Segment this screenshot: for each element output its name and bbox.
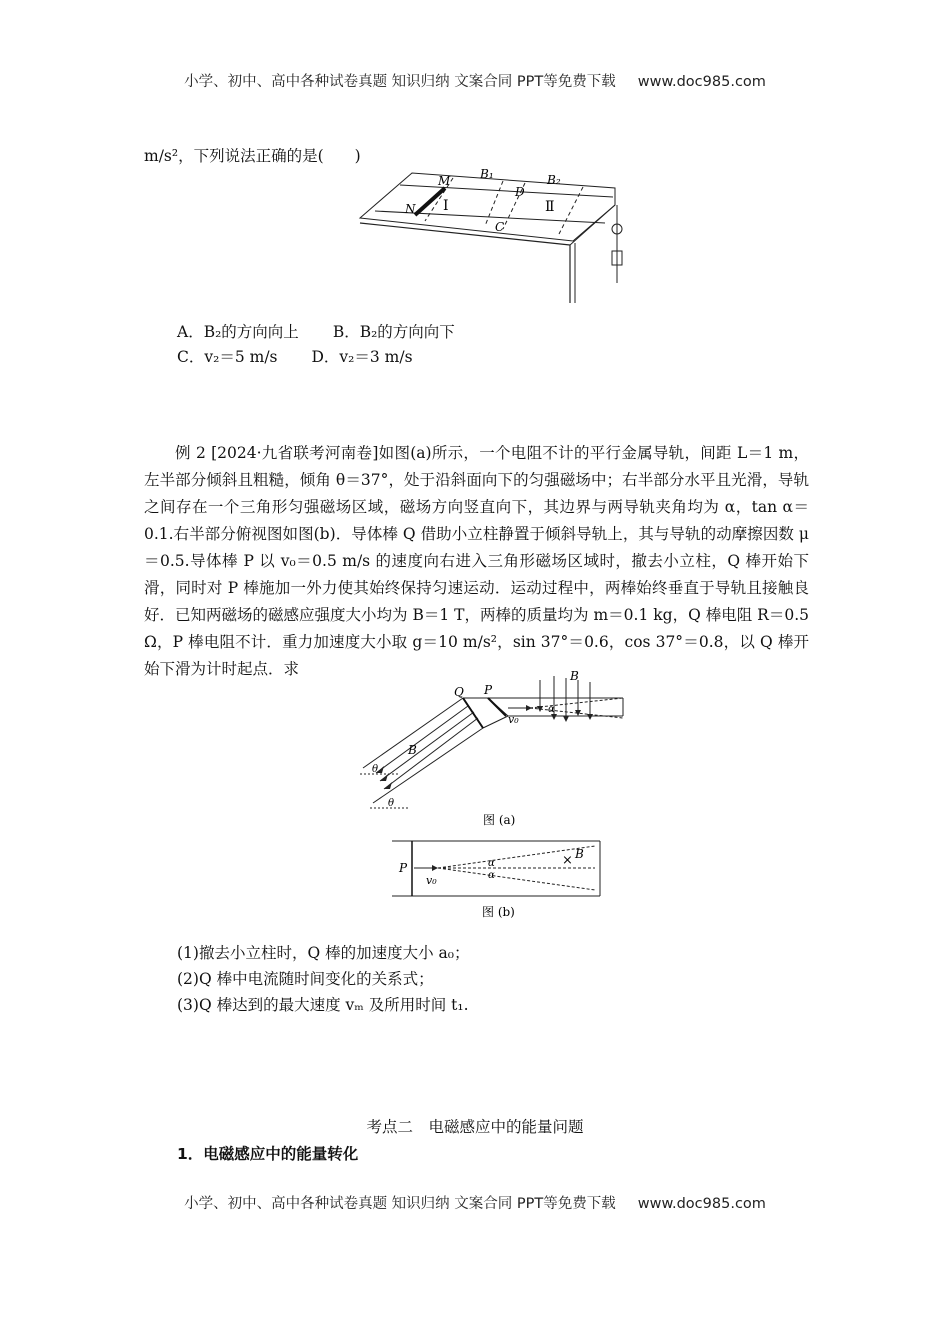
label-B: B	[575, 847, 584, 861]
section-title: 考点二 电磁感应中的能量问题	[366, 1118, 584, 1136]
page-header	[0, 70, 950, 91]
options-row-2	[177, 345, 413, 369]
cross-mark: ×	[562, 853, 573, 868]
label-B2: B₂	[547, 173, 561, 187]
figure-b	[390, 838, 605, 923]
label-alpha-2: α	[488, 870, 495, 881]
label-region-I: Ⅰ	[443, 198, 449, 214]
label-v0: v₀	[508, 713, 519, 726]
label-P: P	[484, 683, 493, 697]
label-B1: B₁	[480, 167, 494, 181]
label-Q: Q	[454, 685, 464, 699]
label-alpha: α	[548, 704, 555, 715]
figure-a	[358, 668, 648, 828]
figure-rails-table	[355, 163, 630, 308]
intro-line: m/s²，下列说法正确的是( )	[144, 147, 361, 165]
label-B-incline: B	[408, 743, 417, 757]
label-D: D	[515, 185, 525, 199]
subsection-title: 1．电磁感应中的能量转化	[177, 1145, 359, 1163]
label-M: M	[438, 174, 451, 188]
header-site: www.doc985.com	[637, 74, 766, 90]
label-v0: v₀	[426, 874, 437, 887]
question-3: (3)Q 棒达到的最大速度 vₘ 及所用时间 t₁.	[177, 996, 469, 1014]
footer-text: 小学、初中、高中各种试卷真题 知识归纳 文案合同 PPT等免费下载	[184, 1196, 616, 1212]
label-theta-2: θ	[388, 798, 395, 809]
example-paragraph: 例 2 [2024·九省联考河南卷]如图(a)所示，一个电阻不计的平行金属导轨，间距 L＝1 m，左半部分倾斜且粗糙，倾角 θ＝37°，处于沿斜面向下的匀强磁场中；右半部分水平且光滑，导轨之间存在一个三角形匀强磁场区域，磁场方向竖直向下，其边界与两导轨夹角均为 α，tan α＝0.1.右半部分俯视图如图(b)．导体棒 Q 借助小立柱静置于倾斜导轨上，其与导轨的动摩擦因数 μ＝0.5.导体棒 P 以 v₀＝0.5 m/s 的速度向右进入三角形磁场区域时，撤去小立柱，Q 棒开始下滑，同时对 P 棒施加一外力使其始终保持匀速运动．运动过程中，两棒始终垂直于导轨且接触良好．已知两磁场的磁感应强度大小均为 B＝1 T，两棒的质量均为 m＝0.1 kg，Q 棒电阻 R＝0.5 Ω，P 棒电阻不计．重力加速度大小取 g＝10 m/s²，sin 37°＝0.6，cos 37°＝0.8，以 Q 棒开始下滑为计时起点．求	[144, 444, 809, 678]
question-1: (1)撤去小立柱时，Q 棒的加速度大小 a₀；	[177, 944, 470, 962]
question-2: (2)Q 棒中电流随时间变化的关系式；	[177, 970, 434, 988]
option-a: A．B₂的方向向上	[177, 323, 299, 341]
footer-site: www.doc985.com	[637, 1196, 766, 1212]
option-d: D．v₂＝3 m/s	[311, 348, 413, 366]
caption-fig-b: 图 (b)	[482, 905, 515, 919]
label-N: N	[405, 202, 416, 216]
page-footer	[0, 1192, 950, 1213]
header-text: 小学、初中、高中各种试卷真题 知识归纳 文案合同 PPT等免费下载	[184, 74, 616, 90]
label-B-vertical: B	[570, 669, 579, 683]
label-region-II: Ⅱ	[545, 199, 555, 215]
caption-fig-a: 图 (a)	[483, 813, 516, 827]
label-theta-1: θ	[372, 764, 379, 775]
label-C: C	[495, 220, 505, 234]
label-P: P	[399, 861, 408, 875]
option-c: C．v₂＝5 m/s	[177, 348, 278, 366]
label-alpha-1: α	[488, 858, 495, 869]
options-row-1	[177, 320, 455, 344]
option-b: B．B₂的方向向下	[332, 323, 455, 341]
